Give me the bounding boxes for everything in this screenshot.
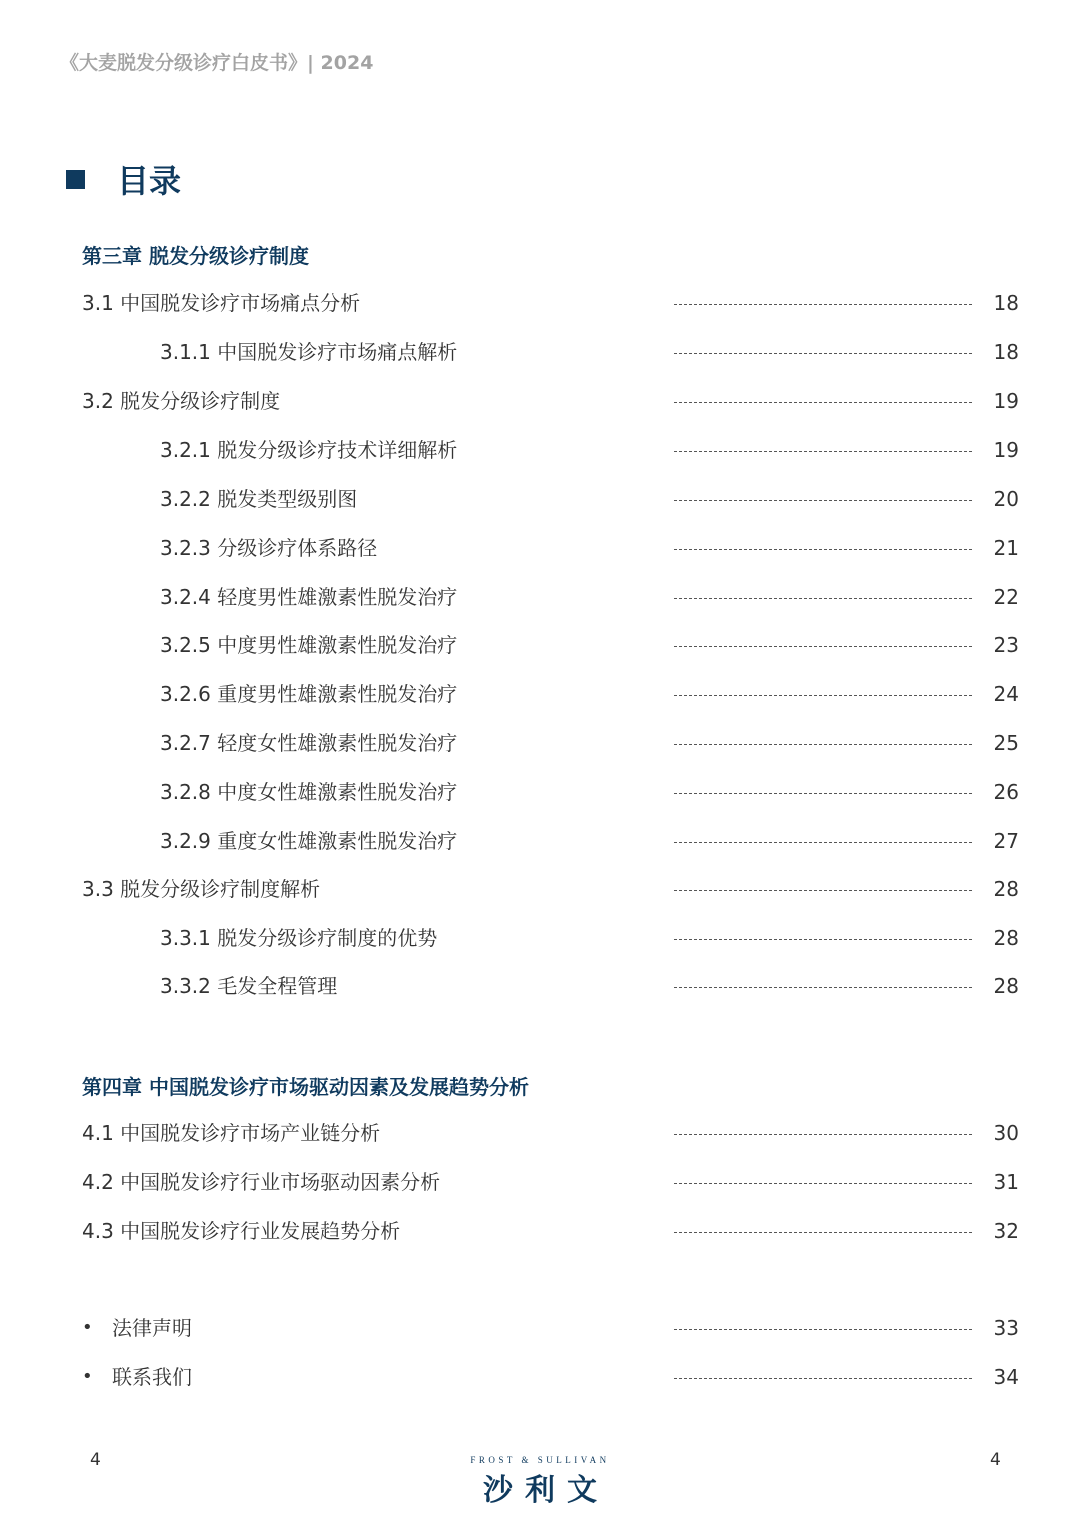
toc-entry[interactable] bbox=[0, 874, 1080, 904]
toc-entry-label: 4.2 中国脱发诊疗行业市场驱动因素分析 bbox=[82, 1170, 441, 1194]
toc-page-number: 18 bbox=[993, 291, 1019, 315]
toc-entry-label: 3.2.3 分级诊疗体系路径 bbox=[160, 536, 378, 560]
toc-entry-label: 3.2.6 重度男性雄激素性脱发治疗 bbox=[160, 682, 458, 706]
toc-entry-label: 联系我们 bbox=[112, 1365, 192, 1389]
dotted-leader bbox=[674, 695, 972, 696]
toc-page-number: 25 bbox=[993, 731, 1019, 755]
toc-entry[interactable] bbox=[0, 971, 1080, 1001]
toc-entry-label: 3.2.2 脱发类型级别图 bbox=[160, 487, 358, 511]
dotted-leader bbox=[674, 402, 972, 403]
toc-entry-label: 4.3 中国脱发诊疗行业发展趋势分析 bbox=[82, 1219, 401, 1243]
toc-entry-label: 法律声明 bbox=[112, 1316, 192, 1340]
toc-entry-label: 3.3 脱发分级诊疗制度解析 bbox=[82, 877, 321, 901]
dotted-leader bbox=[674, 1183, 972, 1184]
toc-page-number: 34 bbox=[993, 1365, 1019, 1389]
toc-entry[interactable] bbox=[0, 1216, 1080, 1246]
toc-entry[interactable] bbox=[0, 826, 1080, 856]
toc-entry[interactable] bbox=[0, 582, 1080, 612]
chapter-4-title: 第四章 中国脱发诊疗市场驱动因素及发展趋势分析 bbox=[82, 1075, 529, 1099]
logo-chinese-text: 沙利文 bbox=[483, 1473, 609, 1508]
toc-page-number: 19 bbox=[993, 389, 1019, 413]
dotted-leader bbox=[674, 549, 972, 550]
toc-entry[interactable] bbox=[0, 630, 1080, 660]
toc-page-number: 22 bbox=[993, 585, 1019, 609]
dotted-leader bbox=[674, 598, 972, 599]
toc-page-number: 23 bbox=[993, 633, 1019, 657]
bullet-icon: • bbox=[82, 1317, 93, 1338]
toc-entry-legal[interactable] bbox=[0, 1313, 1080, 1343]
toc-entry[interactable] bbox=[0, 1118, 1080, 1148]
toc-entry-label: 3.2 脱发分级诊疗制度 bbox=[82, 389, 281, 413]
toc-page-number: 26 bbox=[993, 780, 1019, 804]
dotted-leader bbox=[674, 646, 972, 647]
logo-english-text: FROST & SULLIVAN bbox=[470, 1455, 610, 1465]
toc-page-number: 28 bbox=[993, 926, 1019, 950]
toc-entry-label: 3.1 中国脱发诊疗市场痛点分析 bbox=[82, 291, 361, 315]
dotted-leader bbox=[674, 1329, 972, 1330]
dotted-leader bbox=[674, 890, 972, 891]
toc-page-number: 31 bbox=[993, 1170, 1019, 1194]
toc-entry[interactable] bbox=[0, 1167, 1080, 1197]
dotted-leader bbox=[674, 939, 972, 940]
square-bullet-icon bbox=[66, 170, 85, 189]
toc-page-number: 27 bbox=[993, 829, 1019, 853]
toc-entry-label: 3.2.5 中度男性雄激素性脱发治疗 bbox=[160, 633, 458, 657]
toc-page-number: 32 bbox=[993, 1219, 1019, 1243]
dotted-leader bbox=[674, 793, 972, 794]
toc-entry[interactable] bbox=[0, 288, 1080, 318]
chapter-3-title: 第三章 脱发分级诊疗制度 bbox=[82, 244, 309, 268]
dotted-leader bbox=[674, 304, 972, 305]
toc-entry[interactable] bbox=[0, 386, 1080, 416]
toc-entry-label: 3.2.8 中度女性雄激素性脱发治疗 bbox=[160, 780, 458, 804]
dotted-leader bbox=[674, 500, 972, 501]
dotted-leader bbox=[674, 353, 972, 354]
toc-entry[interactable] bbox=[0, 728, 1080, 758]
toc-page-number: 21 bbox=[993, 536, 1019, 560]
toc-entry-contact[interactable] bbox=[0, 1362, 1080, 1392]
dotted-leader bbox=[674, 1134, 972, 1135]
dotted-leader bbox=[674, 842, 972, 843]
toc-entry[interactable] bbox=[0, 679, 1080, 709]
toc-entry[interactable] bbox=[0, 533, 1080, 563]
toc-entry[interactable] bbox=[0, 435, 1080, 465]
toc-entry-label: 3.3.1 脱发分级诊疗制度的优势 bbox=[160, 926, 438, 950]
bullet-icon: • bbox=[82, 1366, 93, 1387]
document-header-title: 《大麦脱发分级诊疗白皮书》| 2024 bbox=[60, 52, 374, 74]
toc-heading-text: 目录 bbox=[117, 162, 182, 200]
toc-page-number: 24 bbox=[993, 682, 1019, 706]
toc-page-number: 28 bbox=[993, 877, 1019, 901]
toc-page-number: 20 bbox=[993, 487, 1019, 511]
toc-page-number: 33 bbox=[993, 1316, 1019, 1340]
toc-page-number: 28 bbox=[993, 974, 1019, 998]
frost-sullivan-logo bbox=[454, 1455, 626, 1509]
dotted-leader bbox=[674, 1378, 972, 1379]
toc-page-number: 30 bbox=[993, 1121, 1019, 1145]
dotted-leader bbox=[674, 744, 972, 745]
toc-entry-label: 3.2.1 脱发分级诊疗技术详细解析 bbox=[160, 438, 458, 462]
toc-entry-label: 3.1.1 中国脱发诊疗市场痛点解析 bbox=[160, 340, 458, 364]
toc-entry-label: 4.1 中国脱发诊疗市场产业链分析 bbox=[82, 1121, 381, 1145]
dotted-leader bbox=[674, 451, 972, 452]
dotted-leader bbox=[674, 987, 972, 988]
footer-page-number-right: 4 bbox=[990, 1450, 1001, 1470]
toc-entry-label: 3.2.4 轻度男性雄激素性脱发治疗 bbox=[160, 585, 458, 609]
footer-page-number-left: 4 bbox=[90, 1450, 101, 1470]
toc-entry-label: 3.2.7 轻度女性雄激素性脱发治疗 bbox=[160, 731, 458, 755]
dotted-leader bbox=[674, 1232, 972, 1233]
toc-entry[interactable] bbox=[0, 337, 1080, 367]
toc-entry[interactable] bbox=[0, 484, 1080, 514]
toc-heading bbox=[66, 158, 181, 200]
toc-entry[interactable] bbox=[0, 777, 1080, 807]
toc-entry-label: 3.2.9 重度女性雄激素性脱发治疗 bbox=[160, 829, 458, 853]
toc-page-number: 19 bbox=[993, 438, 1019, 462]
toc-entry[interactable] bbox=[0, 923, 1080, 953]
toc-page-number: 18 bbox=[993, 340, 1019, 364]
toc-entry-label: 3.3.2 毛发全程管理 bbox=[160, 974, 338, 998]
